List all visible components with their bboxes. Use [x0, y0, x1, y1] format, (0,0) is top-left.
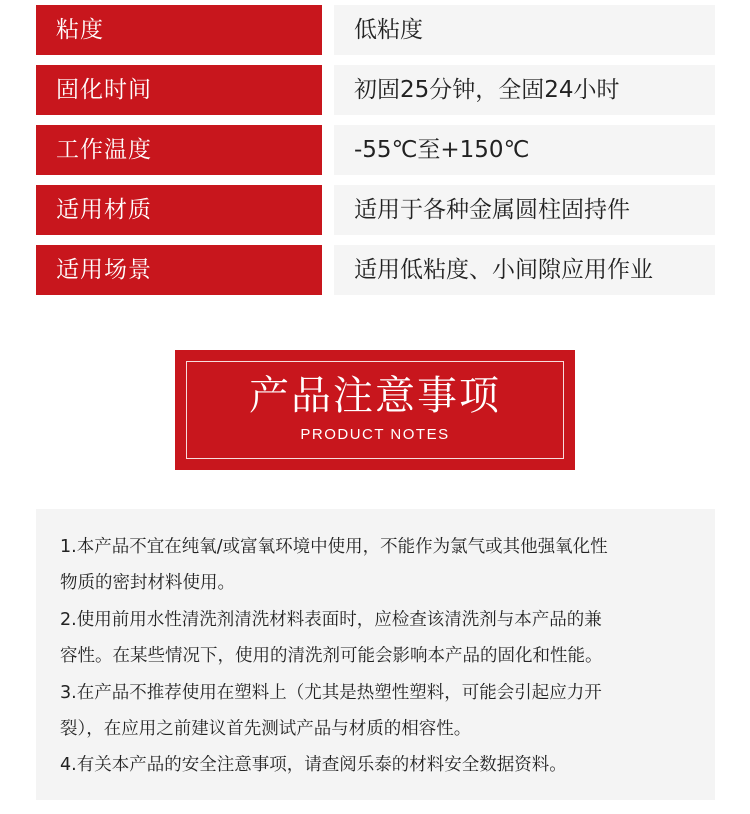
spec-table — [36, 5, 715, 305]
spec-label: 适用场景 — [36, 245, 322, 295]
spec-value: 适用于各种金属圆柱固持件 — [334, 185, 715, 235]
spec-row-temperature — [36, 125, 715, 175]
note-line: 裂），在应用之前建议首先测试产品与材质的相容性。 — [60, 719, 472, 740]
spec-value: -55℃至+150℃ — [334, 125, 715, 175]
note-line: 物质的密封材料使用。 — [60, 573, 235, 594]
spec-row-viscosity — [36, 5, 715, 55]
note-line: 4.有关本产品的安全注意事项，请查阅乐泰的材料安全数据资料。 — [60, 755, 567, 776]
note-line: 容性。在某些情况下，使用的清洗剂可能会影响本产品的固化和性能。 — [60, 646, 603, 667]
spec-value: 低粘度 — [334, 5, 715, 55]
spec-value: 适用低粘度、小间隙应用作业 — [334, 245, 715, 295]
spec-label: 粘度 — [36, 5, 322, 55]
spec-value: 初固25分钟，全固24小时 — [334, 65, 715, 115]
spec-row-material — [36, 185, 715, 235]
note-line: 3.在产品不推荐使用在塑料上（尤其是热塑性塑料，可能会引起应力开 — [60, 682, 602, 703]
notes-subtitle: PRODUCT NOTES — [300, 426, 450, 443]
product-notes-banner — [175, 350, 575, 470]
spec-row-scenario — [36, 245, 715, 295]
note-line: 1.本产品不宜在纯氧/或富氧环境中使用，不能作为氯气或其他强氧化性 — [60, 537, 608, 557]
spec-label: 适用材质 — [36, 185, 322, 235]
note-line: 2.使用前用水性清洗剂清洗材料表面时，应检查该清洗剂与本产品的兼 — [60, 609, 602, 630]
spec-label: 固化时间 — [36, 65, 322, 115]
spec-row-cure-time — [36, 65, 715, 115]
notes-box — [36, 509, 715, 800]
notes-title: 产品注意事项 — [249, 373, 501, 419]
spec-label: 工作温度 — [36, 125, 322, 175]
